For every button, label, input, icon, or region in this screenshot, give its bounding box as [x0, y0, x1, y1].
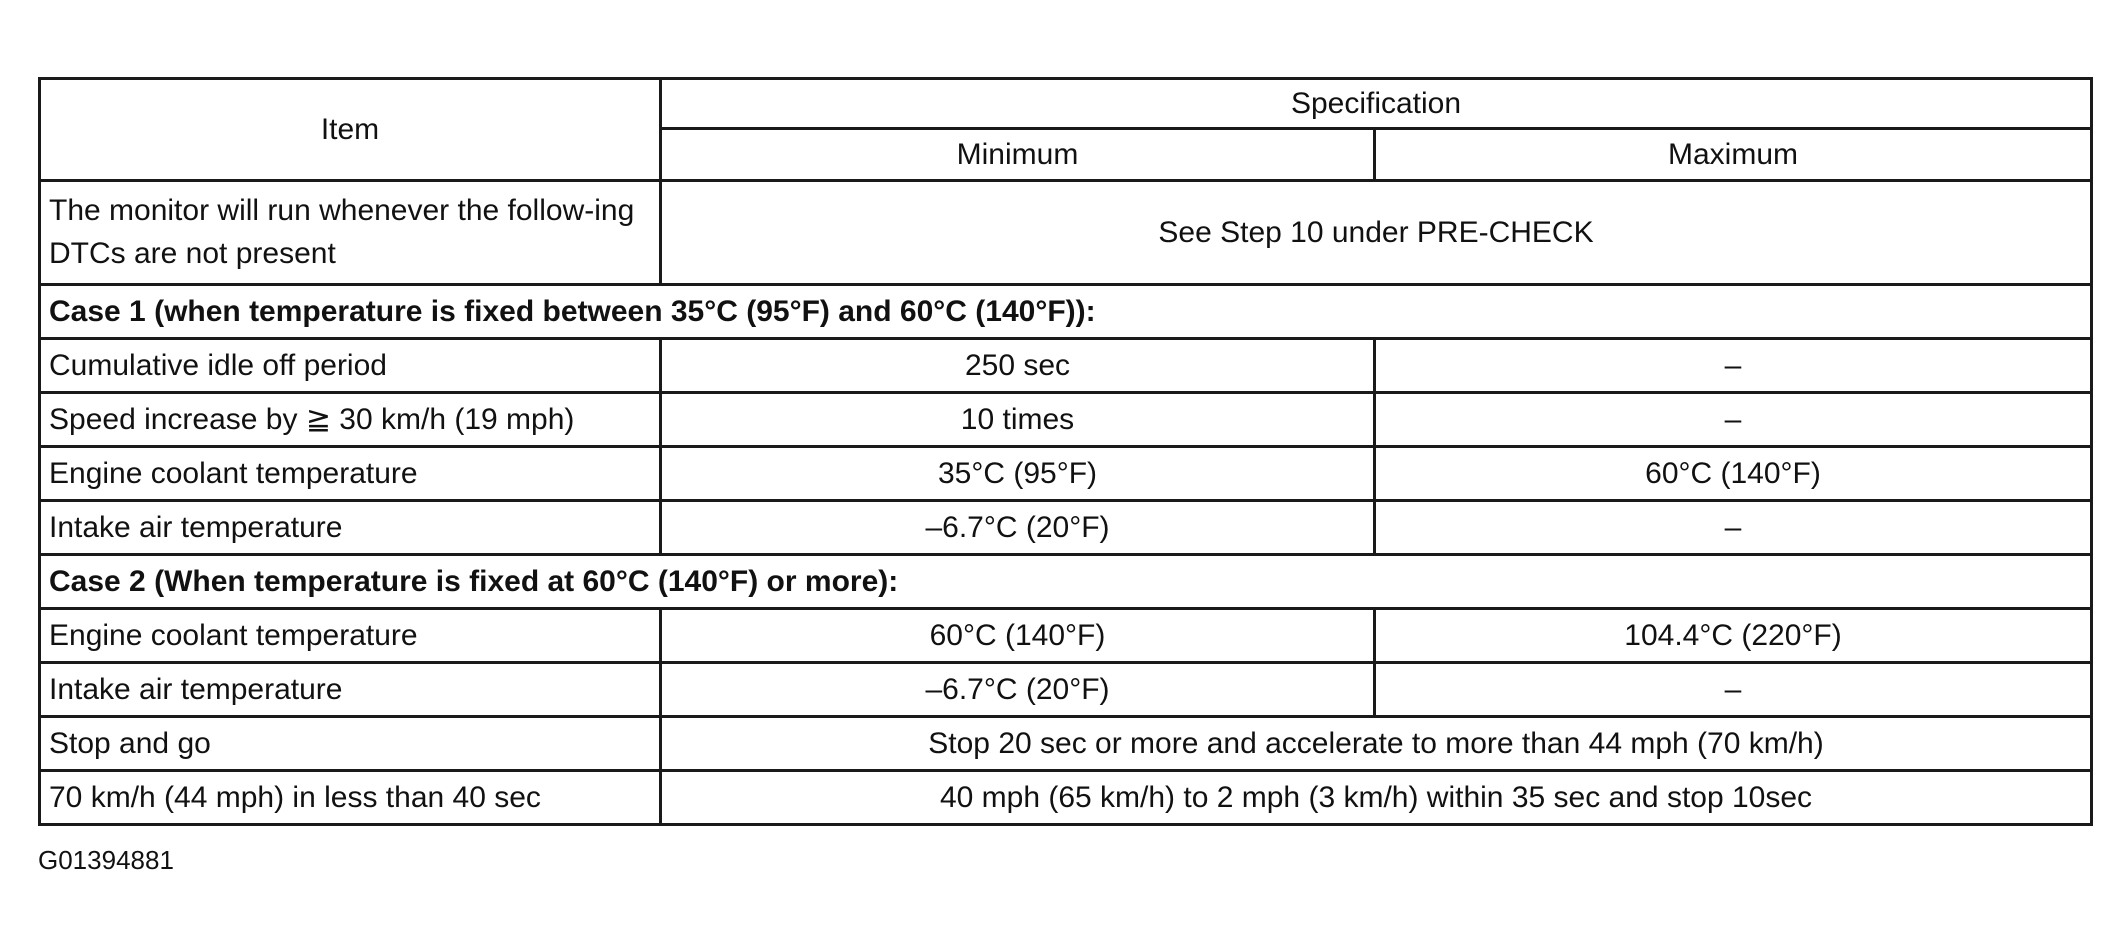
specification-header: Specification: [661, 79, 2092, 129]
minimum-cell: 10 times: [661, 393, 1375, 447]
maximum-cell: –: [1375, 339, 2092, 393]
section-heading: Case 1 (when temperature is fixed between 35°C (95°F) and 60°C (140°F)):: [40, 285, 2092, 339]
item-cell: Stop and go: [40, 717, 661, 771]
minimum-cell: 35°C (95°F): [661, 447, 1375, 501]
figure-id: G01394881: [38, 845, 174, 875]
section-row: [40, 555, 2092, 609]
maximum-cell: 104.4°C (220°F): [1375, 609, 2092, 663]
item-cell: Cumulative idle off period: [40, 339, 661, 393]
spec-merged-cell: Stop 20 sec or more and accelerate to more than 44 mph (70 km/h): [661, 717, 2092, 771]
spec-table: [38, 77, 2093, 826]
maximum-cell: –: [1375, 501, 2092, 555]
table-row: [40, 663, 2092, 717]
minimum-cell: 60°C (140°F): [661, 609, 1375, 663]
minimum-cell: 250 sec: [661, 339, 1375, 393]
table-row: [40, 501, 2092, 555]
item-cell: 70 km/h (44 mph) in less than 40 sec: [40, 771, 661, 825]
section-row: [40, 285, 2092, 339]
table-row: [40, 717, 2092, 771]
table-row: [40, 609, 2092, 663]
maximum-header: Maximum: [1375, 129, 2092, 181]
spec-merged-cell: 40 mph (65 km/h) to 2 mph (3 km/h) within 35 sec and stop 10sec: [661, 771, 2092, 825]
table-row: [40, 771, 2092, 825]
table-row: [40, 447, 2092, 501]
minimum-cell: –6.7°C (20°F): [661, 501, 1375, 555]
item-header: Item: [40, 79, 661, 181]
item-cell: Intake air temperature: [40, 663, 661, 717]
maximum-cell: –: [1375, 663, 2092, 717]
maximum-cell: 60°C (140°F): [1375, 447, 2092, 501]
item-cell: Intake air temperature: [40, 501, 661, 555]
table-row: [40, 181, 2092, 285]
table-row: [40, 339, 2092, 393]
table-row: [40, 393, 2092, 447]
section-heading: Case 2 (When temperature is fixed at 60°C (140°F) or more):: [40, 555, 2092, 609]
minimum-header: Minimum: [661, 129, 1375, 181]
maximum-cell: –: [1375, 393, 2092, 447]
minimum-cell: –6.7°C (20°F): [661, 663, 1375, 717]
spec-merged-cell: See Step 10 under PRE-CHECK: [661, 181, 2092, 285]
item-cell: Engine coolant temperature: [40, 609, 661, 663]
item-cell: Engine coolant temperature: [40, 447, 661, 501]
item-cell: The monitor will run whenever the follow-ing DTCs are not present: [40, 181, 661, 285]
item-cell: Speed increase by ≧ 30 km/h (19 mph): [40, 393, 661, 447]
